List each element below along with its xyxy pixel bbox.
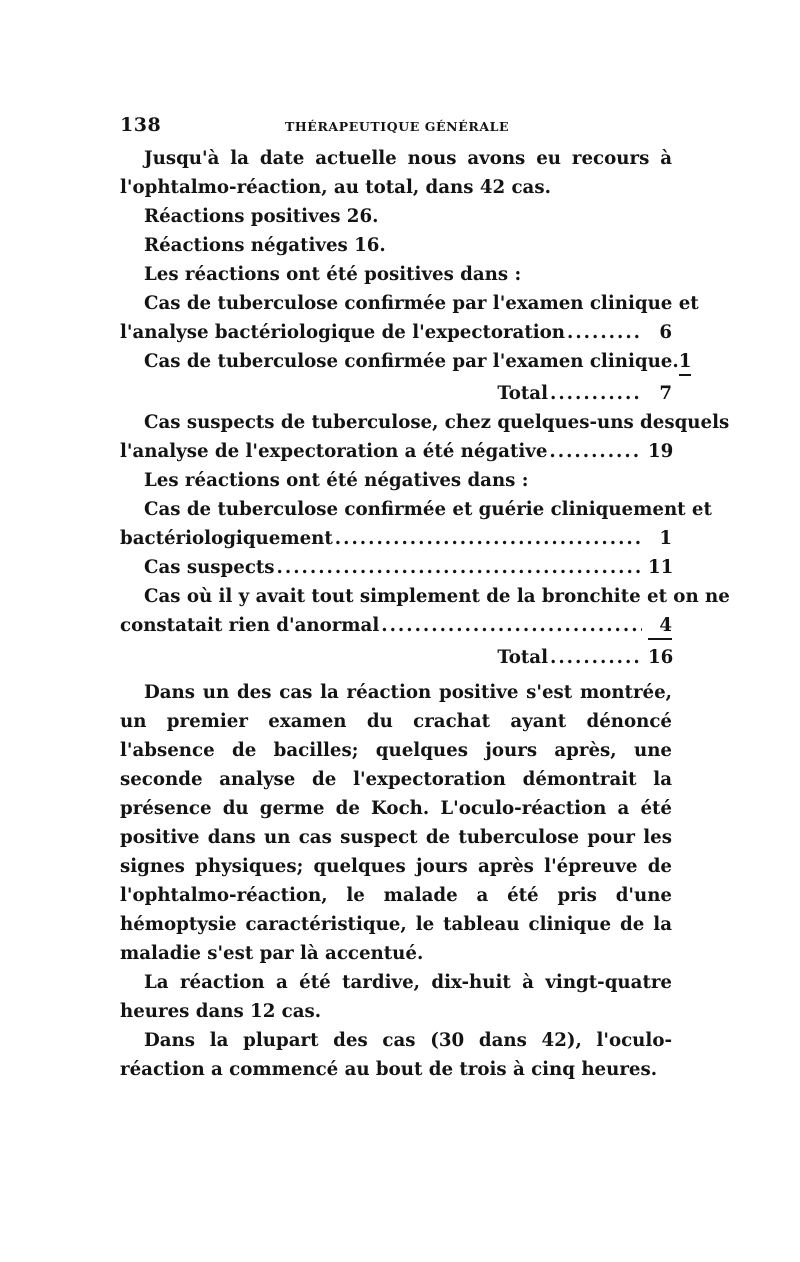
neg-entry2-row xyxy=(120,553,672,582)
positives-heading: Les réactions ont été positives dans : xyxy=(144,264,522,285)
suspect-row xyxy=(120,437,672,466)
book-page xyxy=(120,110,730,1084)
neg-entry3-label: constatait rien d'anormal xyxy=(120,615,380,636)
pos-entry2-value: 1 xyxy=(679,350,692,376)
suspect-line1: Cas suspects de tuberculose, chez quelques-uns desquels xyxy=(144,412,730,433)
pos-total-value: 7 xyxy=(659,383,672,404)
leader-dots xyxy=(277,553,642,582)
pos-entry2-label: Cas de tuberculose confirmée par l'examen clinique. xyxy=(144,351,679,372)
pos-total-label: Total xyxy=(497,383,548,404)
positive-reactions-count: Réactions positives 26. xyxy=(144,206,379,227)
neg-entry1-label: bactériologiquement xyxy=(120,528,333,549)
plupart-paragraph: Dans la plupart des cas (30 dans 42), l'oculo-réaction a commencé au bout de trois à cinq heures. xyxy=(120,1030,672,1080)
page-number: 138 xyxy=(120,114,162,136)
leader-dots xyxy=(550,379,642,408)
running-title: THÉRAPEUTIQUE GÉNÉRALE xyxy=(285,119,510,134)
pos-entry1-line1: Cas de tuberculose confirmée par l'examen clinique et xyxy=(144,293,699,314)
neg-entry1-row xyxy=(120,524,672,553)
neg-total-label: Total xyxy=(497,647,548,668)
pos-entry1-row xyxy=(120,318,672,347)
page-header xyxy=(120,110,672,144)
neg-entry2-value: 11 xyxy=(648,557,674,578)
neg-entry3-value: 4 xyxy=(648,614,672,640)
tardive-paragraph: La réaction a été tardive, dix-huit à vingt-quatre heures dans 12 cas. xyxy=(120,972,672,1022)
neg-total-row xyxy=(120,643,672,672)
neg-entry2-label: Cas suspects xyxy=(144,557,275,578)
koch-paragraph: Dans un des cas la réaction positive s'est montrée, un premier examen du crachat ayant dénoncé l'absence de bacilles; quelques jours après, une seconde analyse de l'expectoration démontrait la présence du germe de Koch. L'oculo-réaction a été positive dans un cas suspect de tuberculose pour les signes physiques; quelques jours après l'épreuve de l'ophtalmo-réaction, le malade a été pris d'une hémoptysie caractéristique, le tableau clinique de la maladie s'est par là accentué. xyxy=(120,682,672,964)
negative-reactions-count: Réactions négatives 16. xyxy=(144,235,386,256)
leader-dots xyxy=(567,318,642,347)
suspect-value: 19 xyxy=(648,441,674,462)
neg-entry1-value: 1 xyxy=(659,528,672,549)
leader-dots xyxy=(550,643,642,672)
leader-dots xyxy=(335,524,642,553)
pos-entry2-row xyxy=(120,347,692,379)
neg-entry1-line1: Cas de tuberculose confirmée et guérie cliniquement et xyxy=(144,499,712,520)
neg-entry3-line1: Cas où il y avait tout simplement de la bronchite et on ne xyxy=(144,586,730,607)
pos-entry1-label: l'analyse bactériologique de l'expectoration xyxy=(120,322,566,343)
page-body xyxy=(120,144,730,1084)
intro-paragraph: Jusqu'à la date actuelle nous avons eu recours à l'ophtalmo-réaction, au total, dans 42 cas. xyxy=(120,148,672,198)
leader-dots xyxy=(381,611,642,640)
pos-entry1-value: 6 xyxy=(659,322,672,343)
negatives-heading: Les réactions ont été négatives dans : xyxy=(144,470,529,491)
pos-total-row xyxy=(120,379,672,408)
neg-entry3-row xyxy=(120,611,672,643)
suspect-label: l'analyse de l'expectoration a été négative xyxy=(120,441,548,462)
leader-dots xyxy=(549,437,642,466)
neg-total-value: 16 xyxy=(648,647,674,668)
